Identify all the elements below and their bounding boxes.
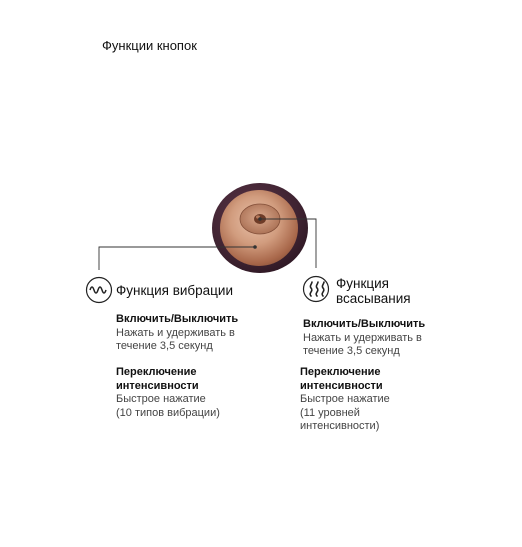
page-title: Функции кнопок xyxy=(102,38,197,53)
vibration-onoff-line2: течение 3,5 секунд xyxy=(116,340,213,352)
suction-title-block xyxy=(336,276,411,306)
suction-onoff-title: Включить/Выключить xyxy=(303,318,426,330)
suction-switch-line3: интенсивности) xyxy=(300,420,380,432)
vibration-onoff-line1: Нажать и удерживать в xyxy=(116,326,235,339)
suction-switch-title2: интенсивности xyxy=(300,379,383,392)
vibration-switch-line1: Быстрое нажатие xyxy=(116,393,206,405)
suction-onoff-line2: течение 3,5 секунд xyxy=(303,345,400,357)
suction-onoff-block xyxy=(303,318,473,359)
suction-onoff-line1: Нажать и удерживать в xyxy=(303,331,422,344)
suction-title-line2: всасывания xyxy=(336,291,411,306)
suction-switch-line1: Быстрое нажатие xyxy=(300,393,390,405)
vibration-switch-title2: интенсивности xyxy=(116,379,199,392)
vibration-switch-title1: Переключение xyxy=(116,366,197,378)
vibration-wave-icon xyxy=(87,278,112,303)
vibration-title: Функция вибрации xyxy=(116,283,233,298)
suction-switch-title1: Переключение xyxy=(300,366,381,378)
suction-switch-block xyxy=(300,366,470,434)
vibration-onoff-title: Включить/Выключить xyxy=(116,313,239,325)
vibration-onoff-block xyxy=(116,313,276,354)
suction-switch-line2: (11 уровней xyxy=(300,406,360,419)
suction-title-line1: Функция xyxy=(336,276,389,291)
vibration-switch-block xyxy=(116,366,276,420)
vibration-switch-line2: (10 типов вибрации) xyxy=(116,406,220,419)
suction-air-icon xyxy=(304,277,329,302)
